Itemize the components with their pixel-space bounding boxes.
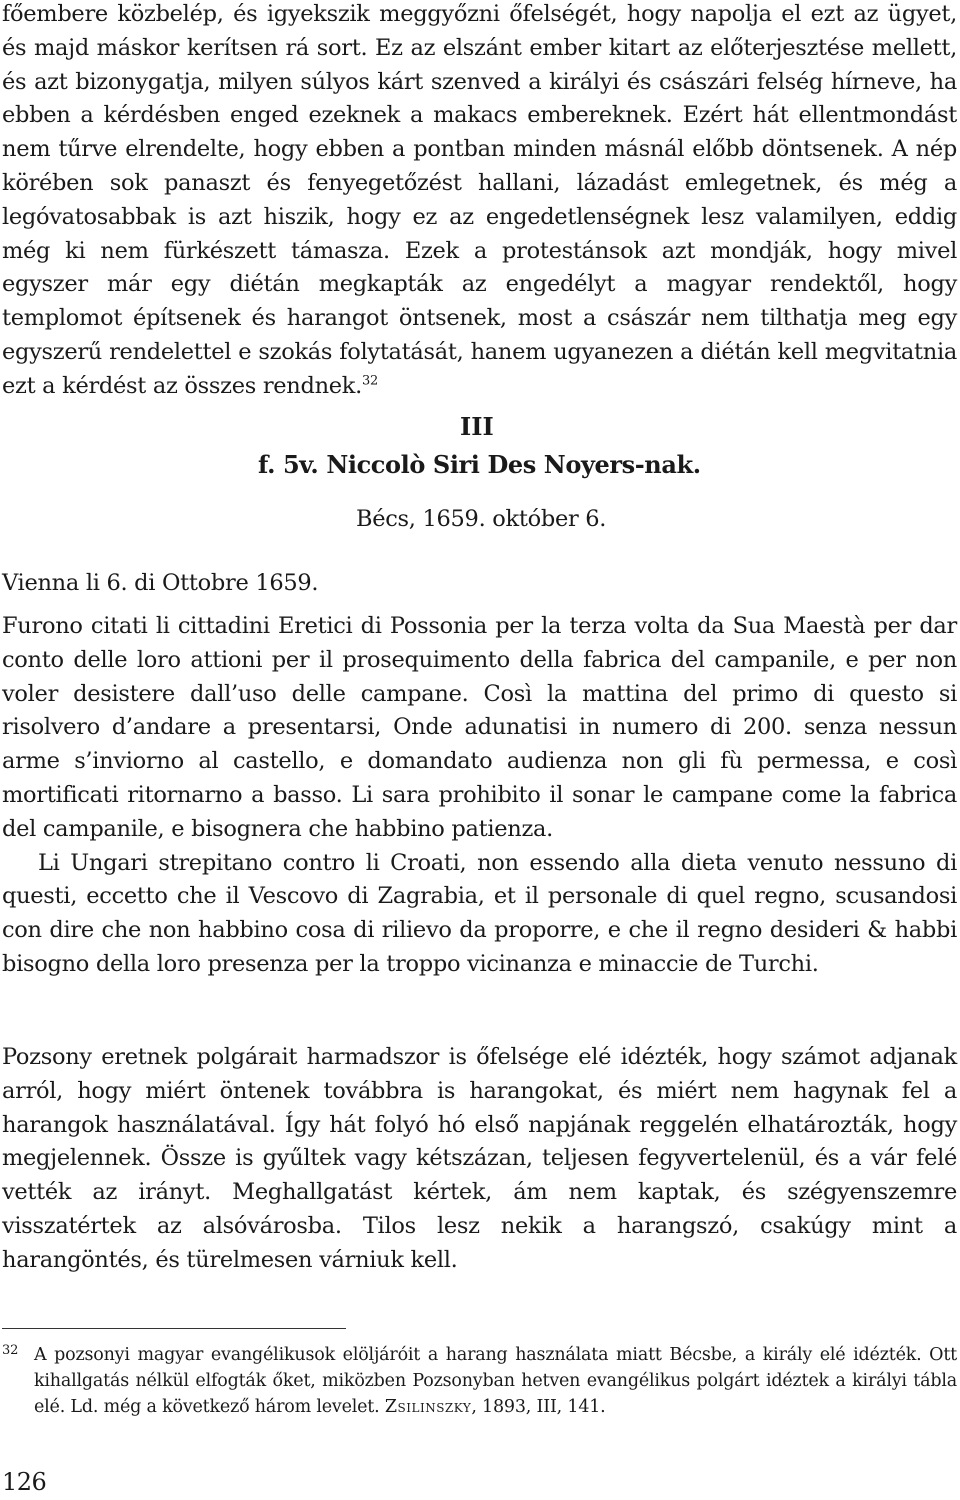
italian-paragraph-2: Li Ungari strepitano contro li Croati, non essendo alla dieta venuto nessuno di questi, eccetto che il Vescovo di Zagrabia, et il personale di quel regno, scusandosi con dire che non habbino cosa di rilievo da proporre, e che il regno desideri & habbi bisogno della loro presenza per la troppo vicinanza e minaccie de Turchi. [2, 849, 957, 977]
footnote-author: Zsilinszky [384, 1397, 472, 1417]
letter-title: f. 5v. Niccolò Siri Des Noyers-nak. [258, 450, 701, 479]
translation-paragraph-1: Pozsony eretnek polgárait harmadszor is őfelsége elé idézték, hogy számot adjanak arról, hogy miért öntenek továbbra is harangokat, és miért nem hagynak fel a harangok használatával. Így hát folyó hó első napjának reggelén elhatározták, hogy megjelennek. Össze is gyűltek vagy kétszázan, teljesen fegyvertelenül, és a vár felé vették az irányt. Meghallgatást kértek, ám nem kaptak, és szégyenszemre visszatértek az alsóvárosba. Tilos lesz nekik a harangszó, csakúgy mint a harangöntés, és türelmesen várniuk kell. [2, 1044, 957, 1273]
letter-number: III [460, 412, 494, 441]
footnote [0, 1342, 957, 1420]
footnote-divider [2, 1328, 346, 1329]
hungarian-translation [2, 1041, 957, 1278]
footnote-reference: 32 [361, 373, 378, 389]
letter-date-hungarian: Bécs, 1659. október 6. [356, 506, 607, 532]
paragraph-text: főembere közbelép, és igyekszik meggyőzni őfelségét, hogy napolja el ezt az ügyet, és majd máskor kerítsen rá sort. Ez az elszánt ember kitart az előterjesztése mellett, és azt bizonygatja, milyen súlyos kárt szenved a királyi és császári felség hírneve, ha ebben a kérdésben enged ezeknek a makacs embereknek. Ezért hát ellentmondást nem tűrve elrendelte, hogy ebben a pontban minden másnál előbb döntsenek. A nép körében sok panaszt és fenyegetőzést hallani, lázadást emlegetnek, és még a legóvatosabbak is azt hiszik, hogy ez az engedetlenségnek lesz valamilyen, eddig még ki nem fürkészett támasza. Ezek a protestánsok azt mondják, hogy mivel egyszer már egy diétán megkapták az engedélyt a magyar rendektől, hogy templomot építsenek és harangot öntsenek, most a császár nem tilthatja meg egy egyszerű rendelettel e szokás folytatását, hanem ugyanezen a diétán kell megvitatnia ezt a kérdést az összes rendnek. [2, 1, 957, 399]
footnote-number: 32 [2, 1343, 19, 1358]
continued-paragraph [2, 0, 957, 404]
page-number: 126 [2, 1468, 47, 1496]
italian-letter-text [2, 610, 957, 982]
letter-date-italian: Vienna li 6. di Ottobre 1659. [2, 570, 319, 596]
footnote-text [34, 1342, 957, 1420]
footnote-citation: , 1893, III, 141. [471, 1397, 606, 1417]
italian-paragraph-1: Furono citati li cittadini Eretici di Possonia per la terza volta da Sua Maestà per dar conto delle loro attioni per il prosequimento della fabrica del campanile, e per non voler desistere dall’uso delle campane. Così la mattina del primo di questo si risolvero d’andare a presentarsi, Onde adunatisi in numero di 200. senza nessun arme s’inviorno al castello, e domandato audienza non gli fù permessa, e così mortificati ritornarno a basso. Li sara prohibito il sonar le campane come la fabrica del campanile, e bisognera che habbino patienza. [2, 613, 957, 842]
footnote-text-main: A pozsonyi magyar evangélikusok elöljáróit a harang használata miatt Bécsbe, a király elé idézték. Ott kihallgatás nélkül elfogták őket, miközben Pozsonyban hetven evangélikus polgárt idéztek a királyi tábla elé. Ld. még a következő három levelet. [34, 1345, 957, 1417]
